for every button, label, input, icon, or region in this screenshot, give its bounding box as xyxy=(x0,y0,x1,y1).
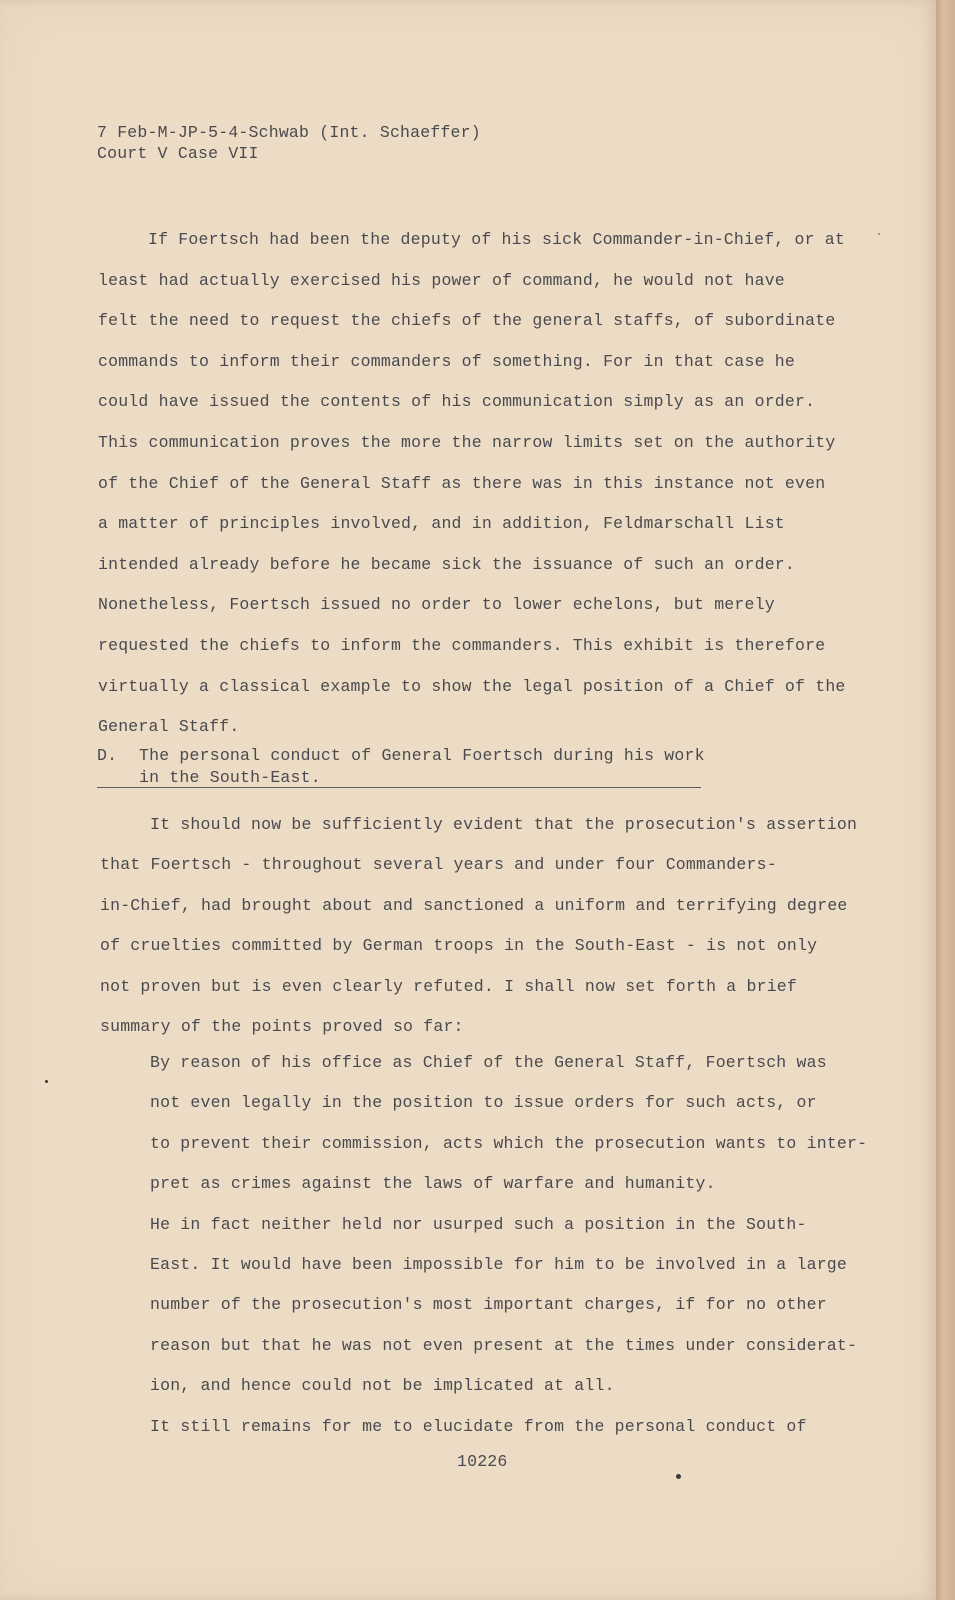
text-line: This communication proves the more the narrow limits set on the authority xyxy=(98,432,836,452)
ink-speck xyxy=(676,1474,681,1479)
header-reference-line: 7 Feb-M-JP-5-4-Schwab (Int. Schaeffer) xyxy=(97,123,481,142)
text-line: a matter of principles involved, and in addition, Feldmarschall List xyxy=(98,514,785,534)
text-line: least had actually exercised his power of command, he would not have xyxy=(98,270,785,290)
text-line: commands to inform their commanders of something. For in that case he xyxy=(98,351,796,371)
text-line: reason but that he was not even present at the times under considerat- xyxy=(150,1335,858,1355)
text-line: in-Chief, had brought about and sanctioned a uniform and terrifying degree xyxy=(100,895,848,915)
document-header xyxy=(97,122,481,164)
paragraph-chief-of-staff-authority xyxy=(98,220,846,748)
page-number: 10226 xyxy=(457,1452,508,1471)
section-marker: D. xyxy=(97,746,118,765)
text-line: number of the prosecution's most important charges, if for no other xyxy=(150,1295,827,1315)
text-line: requested the chiefs to inform the commanders. This exhibit is therefore xyxy=(98,635,826,655)
text-line: that Foertsch - throughout several years and under four Commanders- xyxy=(100,855,777,875)
section-heading-line: The personal conduct of General Foertsch during his work xyxy=(139,746,705,765)
header-court-line: Court V Case VII xyxy=(97,144,259,163)
ink-speck xyxy=(45,1080,48,1083)
text-line: could have issued the contents of his communication simply as an order. xyxy=(98,392,816,412)
text-line: summary of the points proved so far: xyxy=(100,1016,464,1036)
text-line: felt the need to request the chiefs of the general staffs, of subordinate xyxy=(98,311,836,331)
text-line: East. It would have been impossible for him to be involved in a large xyxy=(150,1254,848,1274)
text-line: By reason of his office as Chief of the General Staff, Foertsch was xyxy=(150,1053,827,1072)
text-line: intended already before he became sick the issuance of such an order. xyxy=(98,554,796,574)
text-line: General Staff. xyxy=(98,717,240,737)
paragraph-summary-intro xyxy=(100,805,857,1047)
text-line: virtually a classical example to show the legal position of a Chief of the xyxy=(98,676,846,696)
text-line: to prevent their commission, acts which the prosecution wants to inter- xyxy=(150,1133,868,1153)
ink-speck xyxy=(878,233,880,235)
text-line: of the Chief of the General Staff as there was in this instance not even xyxy=(98,473,826,493)
text-line: Nonetheless, Foertsch issued no order to lower echelons, but merely xyxy=(98,595,775,615)
text-line: not proven but is even clearly refuted. I shall now set forth a brief xyxy=(100,976,798,996)
text-line: If Foertsch had been the deputy of his sick Commander-in-Chief, or at xyxy=(148,230,846,249)
text-line: ion, and hence could not be implicated at all. xyxy=(150,1376,615,1396)
section-heading-line-underlined: in the South-East. xyxy=(97,767,701,788)
text-line: He in fact neither held nor usurped such a position in the South- xyxy=(150,1214,807,1234)
text-line: of cruelties committed by German troops in the South-East - is not only xyxy=(100,936,818,956)
text-line: not even legally in the position to issue orders for such acts, or xyxy=(150,1093,817,1113)
text-line: It should now be sufficiently evident that the prosecution's assertion xyxy=(150,815,858,834)
page-edge-shadow xyxy=(936,0,955,1600)
summary-points xyxy=(150,1043,867,1447)
text-line: It still remains for me to elucidate from the personal conduct of xyxy=(150,1416,807,1436)
section-heading xyxy=(97,745,705,788)
text-line: pret as crimes against the laws of warfare and humanity. xyxy=(150,1174,716,1194)
